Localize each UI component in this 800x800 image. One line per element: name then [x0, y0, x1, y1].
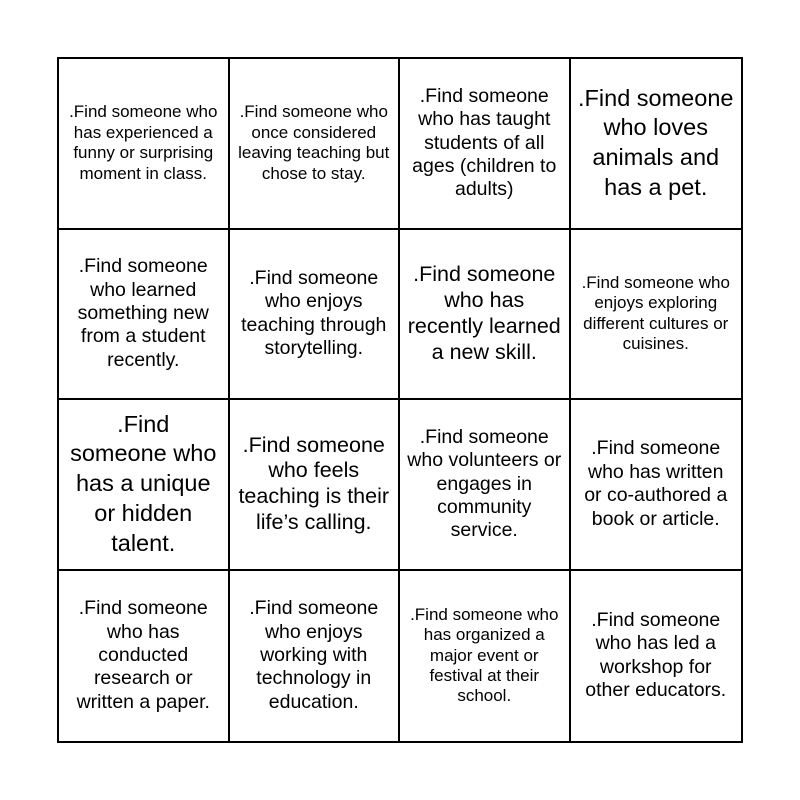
- cell-text: .Find someone who has recently learned a new skill.: [407, 262, 561, 364]
- bingo-board: [57, 57, 743, 743]
- cell-text: .Find someone who feels teaching is their life’s calling.: [238, 432, 390, 535]
- cell-text: .Find someone who enjoys working with technology in education.: [249, 597, 379, 713]
- bingo-cell[interactable]: [400, 400, 571, 571]
- cell-text: .Find someone who has taught students of all ages (children to adults): [412, 84, 557, 201]
- bingo-cell[interactable]: [571, 59, 742, 230]
- cell-text: .Find someone who has experienced a funny or surprising moment in class.: [69, 102, 218, 183]
- cell-text: .Find someone who learned something new from a student recently.: [77, 255, 209, 371]
- cell-text: .Find someone who enjoys teaching through storytelling.: [241, 266, 387, 360]
- bingo-cell[interactable]: [571, 230, 742, 401]
- bingo-cell[interactable]: [59, 230, 230, 401]
- bingo-cell[interactable]: [571, 571, 742, 742]
- cell-text: .Find someone who enjoys exploring different cultures or cuisines.: [581, 272, 730, 354]
- cell-text: .Find someone who loves animals and has a pet.: [578, 84, 734, 201]
- bingo-cell[interactable]: [59, 400, 230, 571]
- cell-text: .Find someone who volunteers or engages in community service.: [407, 425, 562, 542]
- cell-text: .Find someone who has led a workshop for other educators.: [585, 608, 727, 702]
- bingo-cell[interactable]: [59, 571, 230, 742]
- bingo-cell[interactable]: [400, 59, 571, 230]
- bingo-cell[interactable]: [230, 400, 401, 571]
- cell-text: .Find someone who has organized a major event or festival at their school.: [410, 604, 559, 706]
- bingo-cell[interactable]: [230, 59, 401, 230]
- bingo-cell[interactable]: [400, 230, 571, 401]
- bingo-cell[interactable]: [400, 571, 571, 742]
- cell-text: .Find someone who has conducted research or written a paper.: [76, 597, 210, 713]
- bingo-cell[interactable]: [571, 400, 742, 571]
- bingo-cell[interactable]: [230, 571, 401, 742]
- bingo-cell[interactable]: [230, 230, 401, 401]
- cell-text: .Find someone who once considered leaving teaching but chose to stay.: [238, 102, 390, 183]
- bingo-cell[interactable]: [59, 59, 230, 230]
- cell-text: .Find someone who has written or co-authored a book or article.: [584, 437, 728, 530]
- cell-text: .Find someone who has a unique or hidden talent.: [70, 410, 217, 557]
